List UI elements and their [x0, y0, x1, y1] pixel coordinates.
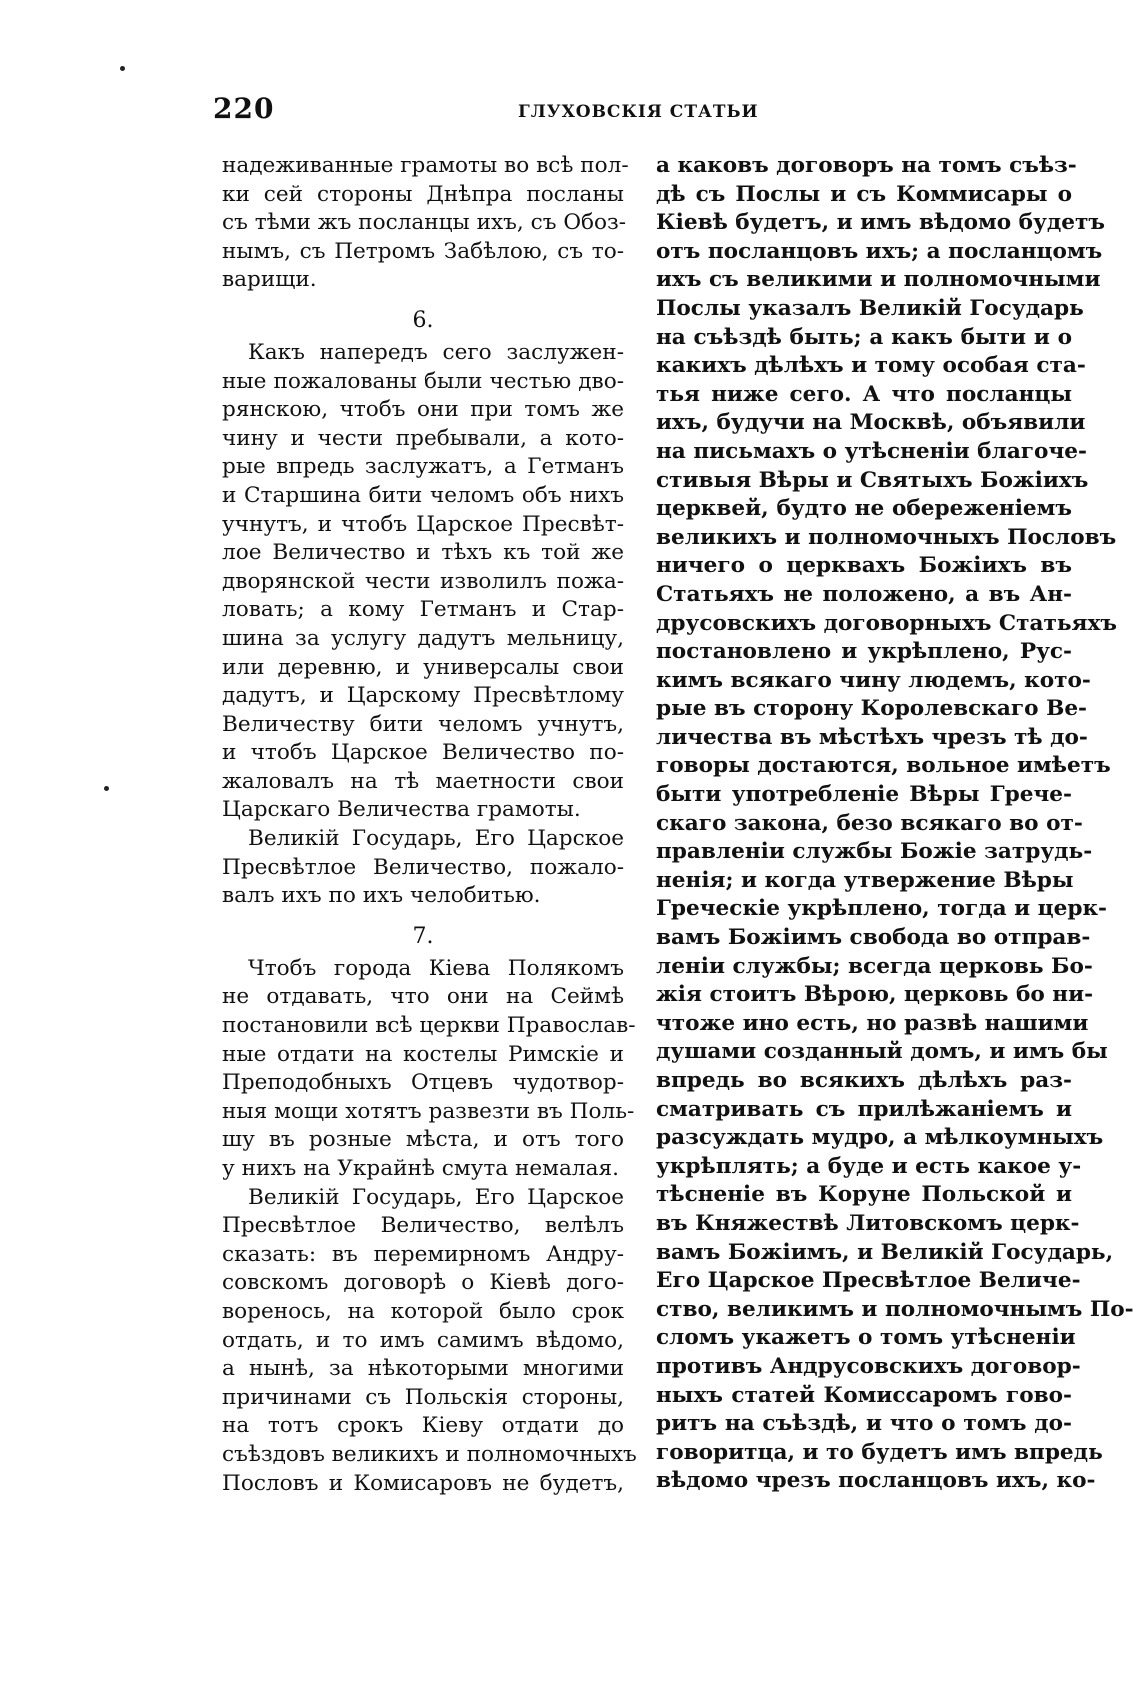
text-line: рянскою, чтобъ они при томъ же	[222, 397, 624, 423]
text-line: причинами съ Польскія стороны,	[222, 1384, 624, 1410]
text-line: ритъ на съѣздѣ, и что о томъ до-	[656, 1411, 1072, 1437]
text-line: рые въ сторону Королевскаго Ве-	[656, 696, 1088, 722]
text-line: нымъ, съ Петромъ Забѣлою, съ то-	[222, 238, 624, 264]
text-line: на письмахъ о утѣсненіи благоче-	[656, 438, 1087, 464]
text-line: душами созданный домъ, и имъ бы	[656, 1039, 1108, 1065]
section-number-6: 6.	[412, 307, 434, 333]
text-line: личества въ мѣстѣхъ чрезъ тѣ до-	[656, 724, 1088, 750]
text-line: Великій Государь, Его Царское	[248, 1184, 624, 1210]
text-line: шу въ розные мѣста, и отъ того	[222, 1127, 624, 1153]
text-line: Чтобъ города Кіева Полякомъ	[248, 955, 624, 981]
text-line: ненія; и когда утвержение Вѣры	[656, 867, 1074, 893]
text-line: надеживанные грамоты во всѣ пол-	[222, 153, 629, 178]
text-line: говоритца, и то будетъ имъ впредь	[656, 1439, 1103, 1465]
text-line: Величеству бити челомъ учнутъ,	[222, 711, 624, 737]
text-line: сказать: въ перемирномъ Андру-	[222, 1241, 624, 1267]
text-line: чину и чести пребывали, а кото-	[222, 425, 624, 451]
text-line: ные пожалованы были честью дво-	[222, 368, 624, 394]
text-line: дѣ съ Послы и съ Коммисары о	[656, 181, 1072, 207]
text-line: въ Княжествѣ Литовскомъ церк-	[656, 1210, 1080, 1236]
text-line: лое Величество и тѣхъ къ той же	[222, 540, 624, 566]
text-line: на съѣздѣ быть; а какъ быти и о	[656, 324, 1072, 350]
text-line: Греческіе укрѣплено, тогда и церк-	[656, 896, 1108, 922]
text-line: жаловалъ на тѣ маетности свои	[222, 768, 624, 794]
text-line: впредь во всякихъ дѣлѣхъ раз-	[656, 1068, 1072, 1093]
text-line: Какъ напередъ сего заслужен-	[248, 339, 624, 365]
text-line: Пресвѣтлое Величество, пожало-	[222, 854, 624, 880]
text-line: Кіевѣ будетъ, и имъ вѣдомо будетъ	[656, 210, 1105, 236]
article-7-paragraph	[222, 955, 636, 1184]
text-line: ки сей стороны Днѣпра посланы	[222, 181, 624, 207]
text-line: Царскаго Величества грамоты.	[222, 797, 581, 823]
text-line: постановили всѣ церкви Православ-	[222, 1013, 636, 1039]
text-line: валъ ихъ по ихъ челобитью.	[222, 883, 541, 909]
intro-paragraph	[222, 152, 629, 295]
text-line: ныя мощи хотятъ развезти въ Поль-	[222, 1098, 635, 1124]
text-line: противъ Андрусовскихъ договор-	[656, 1353, 1081, 1379]
text-line: вѣдомо чрезъ посланцовъ ихъ, ко-	[656, 1468, 1096, 1494]
scan-speck	[104, 786, 109, 791]
text-line: правленіи службы Божіе затрудь-	[656, 839, 1093, 865]
text-line: шина за услугу дадутъ мельницу,	[222, 625, 624, 651]
text-line: ловать; а кому Гетманъ и Стар-	[222, 597, 624, 623]
text-line: сломъ укажетъ о томъ утѣсненіи	[656, 1325, 1076, 1351]
text-line: ихъ, будучи на Москвѣ, объявили	[656, 410, 1086, 436]
text-line: тѣсненіе въ Коруне Польской и	[656, 1182, 1072, 1208]
right-column	[656, 152, 1134, 1496]
text-line: съ тѣми жъ посланцы ихъ, съ Обоз-	[222, 210, 627, 236]
text-line: вамъ Божіимъ, и Великій Государь,	[656, 1239, 1114, 1265]
text-line: у нихъ на Украйнѣ смута немалая.	[222, 1156, 619, 1181]
text-line: варищи.	[222, 267, 317, 293]
text-line: вореноcь, на которой было срок	[222, 1298, 624, 1324]
scan-speck	[120, 66, 125, 71]
text-line: съѣздовъ великихъ и полномочныхъ	[222, 1441, 637, 1467]
page-number: 220	[213, 92, 275, 125]
text-line: на тотъ срокъ Кіеву отдати до	[222, 1413, 624, 1439]
text-line: ныхъ статей Комиссаромъ гово-	[656, 1382, 1072, 1408]
text-line: дадутъ, и Царскому Пресвѣтлому	[222, 683, 624, 709]
text-line: учнутъ, и чтобъ Царское Пресвѣт-	[222, 511, 624, 537]
article-6-paragraph	[222, 339, 624, 825]
text-line: и чтобъ Царское Величество по-	[222, 740, 624, 766]
text-line: и Старшина бити челомъ объ нихъ	[222, 482, 624, 508]
text-line: говоры достаются, вольное имѣетъ	[656, 753, 1111, 779]
article-6-reply	[222, 825, 624, 911]
text-line: укрѣплять; а буде и есть какое у-	[656, 1153, 1082, 1179]
running-title: ГЛУХОВСКІЯ СТАТЬИ	[518, 102, 759, 122]
text-line: стивыя Вѣры и Святыхъ Божіихъ	[656, 467, 1089, 493]
text-line: ство, великимъ и полномочнымъ По-	[656, 1296, 1134, 1322]
article-7-reply	[222, 1184, 637, 1499]
text-line: или деревню, и универсалы свои	[222, 654, 624, 680]
text-line: Великій Государь, Его Царское	[248, 826, 624, 852]
text-line: Статьяхъ не положено, а въ Ан-	[656, 581, 1072, 607]
text-line: скаго закона, безо всякаго во от-	[656, 810, 1083, 836]
text-line: церквей, будто не обереженіемъ	[656, 496, 1072, 522]
text-line: друсовскихъ договорныхъ Статьяхъ	[656, 610, 1117, 636]
text-line: кимъ всякаго чину людемъ, кото-	[656, 667, 1091, 693]
text-line: отдать, и то имъ самимъ вѣдомо,	[222, 1327, 624, 1353]
text-line: тья ниже сего. А что посланцы	[656, 381, 1072, 407]
text-line: ничего о церквахъ Божіихъ въ	[656, 553, 1072, 579]
text-line: великихъ и полномочныхъ Пословъ	[656, 524, 1117, 550]
text-line: а нынѣ, за нѣкоторыми многими	[222, 1356, 624, 1382]
text-line: вамъ Божіимъ свобода во отправ-	[656, 925, 1091, 951]
text-line: Пословъ и Комисаровъ не будетъ,	[222, 1470, 624, 1496]
text-line: чтоже ино есть, но развѣ нашими	[656, 1010, 1089, 1036]
text-line: дворянской чести изволилъ пожа-	[222, 568, 624, 594]
text-line: совскомъ договорѣ о Кіевѣ дого-	[222, 1270, 624, 1296]
text-line: ихъ съ великими и полномочными	[656, 267, 1101, 293]
text-line: какихъ дѣлѣхъ и тому особая ста-	[656, 353, 1086, 379]
text-line: сматривать съ прилѣжаніемъ и	[656, 1096, 1072, 1122]
text-line: отъ посланцовъ ихъ; а посланцомъ	[656, 238, 1103, 264]
text-line: жія стоитъ Вѣрою, церковь бо ни-	[656, 982, 1094, 1008]
text-line: рые впредь заслужатъ, а Гетманъ	[222, 454, 624, 480]
text-line: Преподобныхъ Отцевъ чудотвор-	[222, 1070, 624, 1096]
section-number-7: 7.	[412, 923, 434, 949]
page-header	[213, 92, 783, 132]
text-line: быти употребленіе Вѣры Грече-	[656, 782, 1072, 808]
text-line: Пресвѣтлое Величество, велѣлъ	[222, 1213, 624, 1239]
text-line: леніи службы; всегда церковь Бо-	[656, 953, 1093, 979]
left-column	[222, 152, 637, 1498]
text-line: Послы указалъ Великій Государь	[656, 295, 1084, 321]
text-line: Его Царское Пресвѣтлое Величе-	[656, 1268, 1081, 1294]
text-line: разсуждать мудро, а мѣлкоумныхъ	[656, 1125, 1104, 1151]
text-line: ные отдати на костелы Римскіе и	[222, 1041, 624, 1067]
text-line: не отдавать, что они на Сеймѣ	[222, 984, 624, 1010]
text-line: постановлено и укрѣплено, Рус-	[656, 639, 1072, 665]
text-line: а каковъ договоръ на томъ съѣз-	[656, 153, 1077, 178]
